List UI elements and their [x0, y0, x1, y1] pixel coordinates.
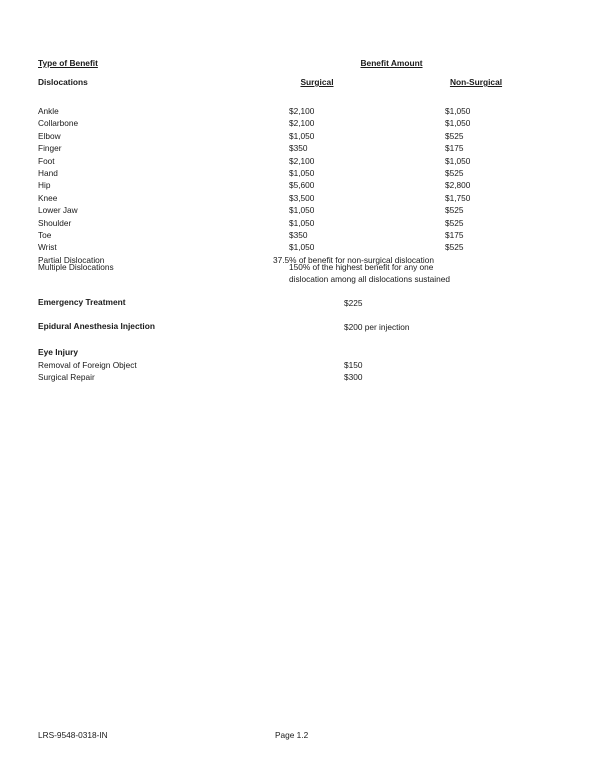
column-header-surgical: Surgical — [300, 77, 334, 87]
dislocation-non-surgical-amount: $525 — [445, 242, 464, 253]
dislocation-name: Hand — [38, 168, 58, 178]
dislocation-non-surgical-amount: $1,050 — [445, 106, 471, 116]
table-row — [0, 217, 600, 229]
eye-injury-item-label: Surgical Repair — [38, 372, 95, 383]
table-row — [0, 359, 600, 371]
table-row — [0, 105, 600, 117]
dislocation-name: Hip — [38, 180, 51, 191]
table-row — [0, 117, 600, 129]
dislocation-non-surgical-amount: $525 — [445, 130, 464, 141]
footer-page-number: Page 1.2 — [275, 730, 309, 740]
table-row — [0, 130, 600, 142]
page-footer — [0, 730, 600, 744]
table-row — [0, 241, 600, 253]
dislocation-name: Finger — [38, 143, 62, 154]
dislocation-name: Wrist — [38, 242, 57, 253]
table-row — [0, 155, 600, 167]
footer-form-code: LRS-9548-0318-IN — [38, 730, 108, 740]
partial-dislocation-label: Partial Dislocation — [38, 254, 105, 265]
dislocation-surgical-amount: $3,500 — [289, 192, 315, 203]
column-header-non-surgical: Non-Surgical — [449, 77, 503, 87]
dislocation-surgical-amount: $1,050 — [289, 168, 315, 178]
column-header-type-of-benefit: Type of Benefit — [38, 58, 98, 68]
dislocation-surgical-amount: $1,050 — [289, 217, 315, 228]
table-row — [0, 204, 600, 216]
dislocation-non-surgical-amount: $1,750 — [445, 192, 471, 203]
partial-dislocation-value: 37.5% of benefit for non-surgical dislocation — [273, 254, 434, 265]
dislocation-name: Toe — [38, 230, 52, 240]
dislocation-name: Ankle — [38, 106, 59, 116]
dislocation-name: Lower Jaw — [38, 205, 78, 216]
dislocation-name: Elbow — [38, 130, 61, 141]
dislocation-non-surgical-amount: $525 — [445, 168, 464, 178]
section-title-dislocations: Dislocations — [38, 77, 88, 87]
dislocation-non-surgical-amount: $1,050 — [445, 118, 471, 129]
dislocation-non-surgical-amount: $525 — [445, 217, 464, 228]
emergency-treatment-value: $225 — [344, 298, 363, 308]
table-row — [0, 229, 600, 241]
dislocation-non-surgical-amount: $175 — [445, 230, 464, 240]
eye-injury-item-value: $300 — [344, 372, 363, 383]
section-title-eye-injury: Eye Injury — [38, 347, 79, 357]
dislocation-surgical-amount: $1,050 — [289, 205, 315, 216]
table-row — [0, 371, 600, 383]
dislocation-non-surgical-amount: $525 — [445, 205, 464, 216]
dislocation-surgical-amount: $2,100 — [289, 118, 315, 129]
dislocation-surgical-amount: $2,100 — [289, 155, 315, 166]
multiple-dislocations-label: Multiple Dislocations — [38, 262, 114, 272]
dislocation-non-surgical-amount: $2,800 — [445, 180, 471, 191]
dislocation-non-surgical-amount: $1,050 — [445, 155, 471, 166]
dislocation-non-surgical-amount: $175 — [445, 143, 464, 154]
dislocation-surgical-amount: $350 — [289, 230, 308, 240]
dislocation-name: Foot — [38, 155, 55, 166]
table-row — [0, 192, 600, 204]
column-header-benefit-amount: Benefit Amount — [360, 58, 423, 68]
emergency-treatment-label: Emergency Treatment — [38, 297, 126, 307]
table-row — [0, 167, 600, 179]
eye-injury-item-value: $150 — [344, 360, 363, 370]
dislocation-name: Knee — [38, 192, 58, 203]
table-row — [0, 142, 600, 154]
table-row — [0, 179, 600, 191]
multiple-dislocations-value-line-2: dislocation among all dislocations sustained — [289, 274, 450, 285]
multiple-dislocations-value-line-1: 150% of the highest benefit for any one — [289, 262, 434, 272]
dislocation-surgical-amount: $350 — [289, 143, 308, 154]
epidural-anesthesia-injection-label: Epidural Anesthesia Injection — [38, 321, 155, 331]
epidural-anesthesia-injection-value: $200 per injection — [344, 322, 410, 332]
dislocation-surgical-amount: $1,050 — [289, 242, 315, 253]
dislocation-name: Shoulder — [38, 217, 72, 228]
dislocation-name: Collarbone — [38, 118, 79, 129]
dislocation-surgical-amount: $2,100 — [289, 106, 315, 116]
dislocation-surgical-amount: $1,050 — [289, 130, 315, 141]
eye-injury-item-label: Removal of Foreign Object — [38, 360, 137, 370]
dislocation-surgical-amount: $5,600 — [289, 180, 315, 191]
